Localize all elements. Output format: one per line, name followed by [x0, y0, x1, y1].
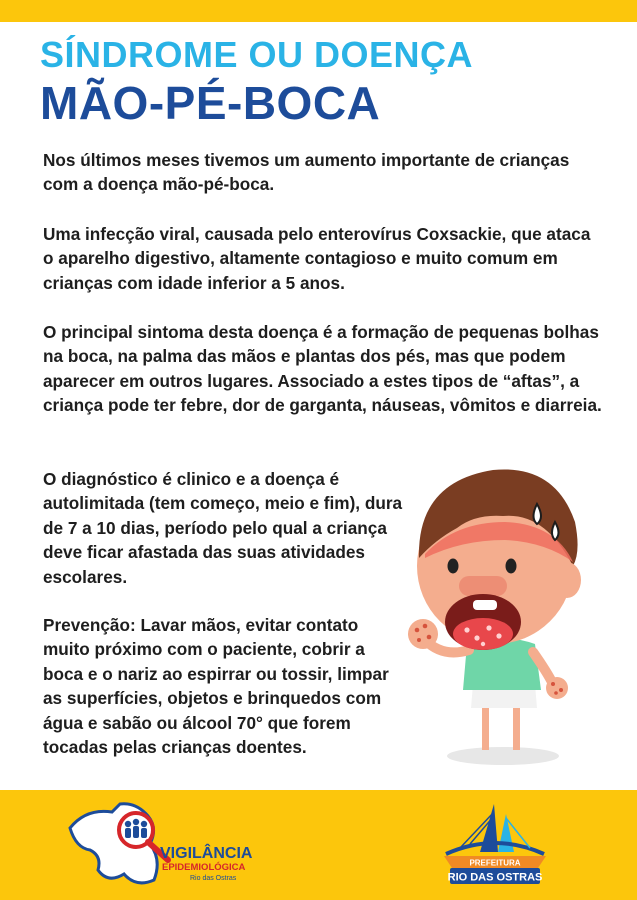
prefeitura-label: PREFEITURA [469, 858, 521, 868]
paragraph-symptoms: O principal sintoma desta doença é a formação de pequenas bolhas na boca, na palma das mãos e plantas dos pés, mas que podem aparecer em outros lugares. Associado a estes tipos de “aftas”, a criança pode ter febre, dor de garganta, náuseas, vômitos e diarreia. [43, 322, 602, 416]
paragraph-diagnosis: O diagnóstico é clinico e a doença é autolimitada (tem começo, meio e fim), dura de 7 a 10 dias, período pelo qual a criança deve ficar afastada das suas atividades escolares. [43, 469, 403, 587]
paragraph-intro: Nos últimos meses tivemos um aumento importante de crianças com a doença mão-pé-boca. [43, 150, 570, 195]
title-line-1: SÍNDROME OU DOENÇA [40, 34, 474, 75]
rio-das-ostras-label: RIO DAS OSTRAS [447, 871, 543, 884]
rio-das-ostras-sub-label: Rio das Ostras [190, 875, 237, 882]
prefeitura-rio-das-ostras-logo [440, 802, 550, 888]
title-line-2: MÃO-PÉ-BOCA [40, 77, 381, 129]
top-yellow-bar [0, 0, 637, 22]
vigilancia-label: VIGILÂNCIA [160, 845, 253, 862]
paragraph-prevention: Prevenção: Lavar mãos, evitar contato muito próximo com o paciente, cobrir a boca e o nariz ao espirrar ou tossir, limpar as superfícies, objetos e brinquedos com água e sabão ou álcool 70° que forem tocadas pelas crianças doentes. [43, 615, 389, 758]
sick-child-illustration [395, 462, 630, 772]
epidemiologica-label: EPIDEMIOLÓGICA [162, 862, 246, 873]
paragraph-cause: Uma infecção viral, causada pelo enterovírus Coxsackie, que ataca o aparelho digestivo, altamente contagioso e muito comum em crianças com idade inferior a 5 anos. [43, 224, 591, 293]
vigilancia-epidemiologica-logo [66, 800, 256, 892]
